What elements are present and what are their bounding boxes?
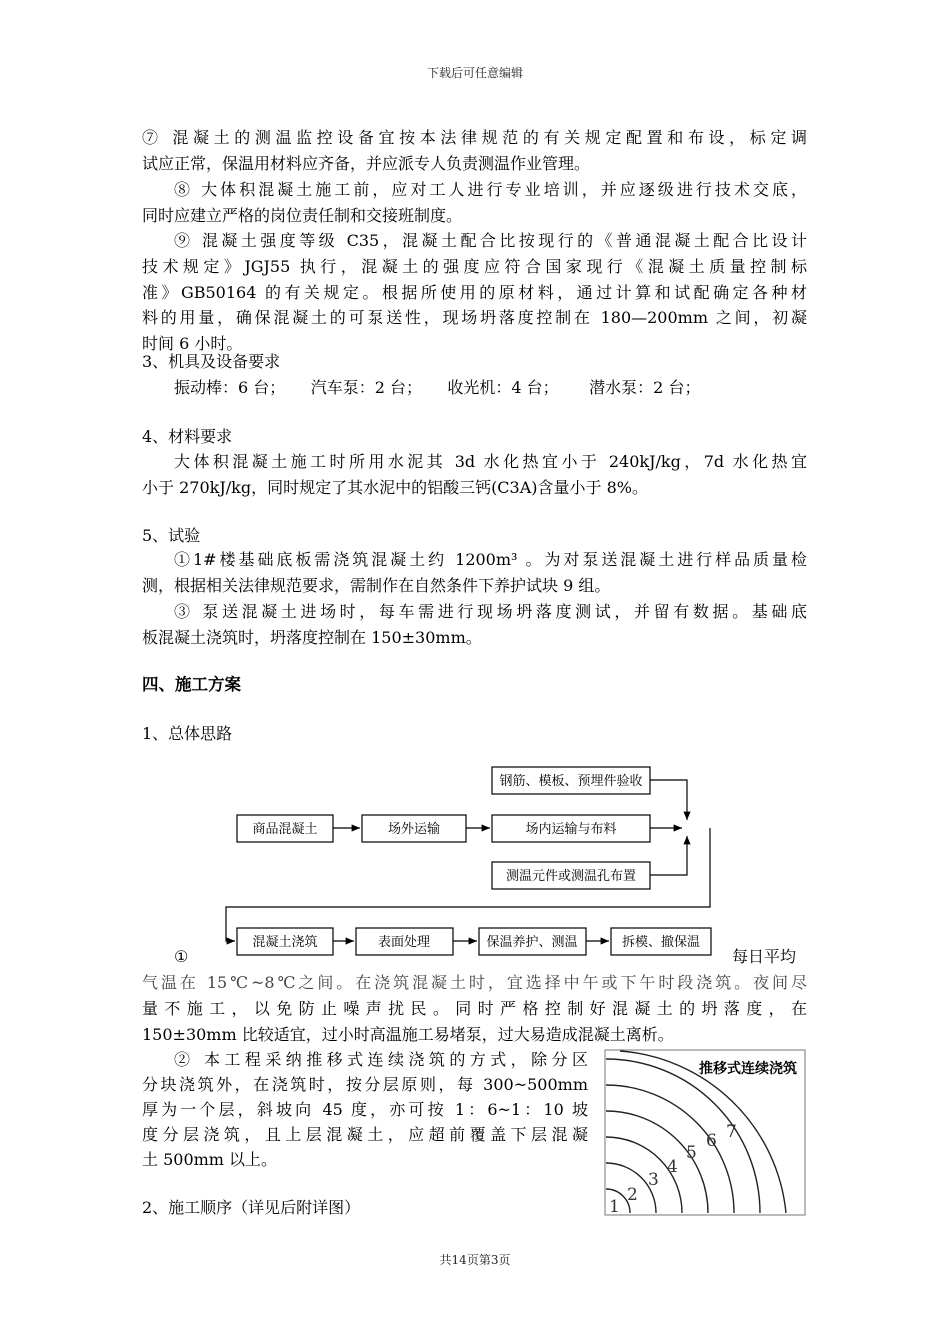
construction-flowchart <box>200 760 750 960</box>
para-8-line2: 同时应建立严格的岗位责任制和交接班制度。 <box>142 206 463 225</box>
figure-title: 推移式连续浇筑 <box>699 1061 797 1077</box>
test-line1: ①1#楼基础底板需浇筑混凝土约 1200m³ 。为对泵送混凝土进行样品质量检 <box>174 550 807 569</box>
subsection-2-title: 2、施工顺序（详见后附详图） <box>142 1198 361 1217</box>
option-1-line3: 量不施工，以免防止噪声扰民。同时严格控制好混凝土的坍落度，在 <box>142 999 807 1018</box>
layer-7-label: 7 <box>726 1122 737 1142</box>
flow-label-inspect: 钢筋、模板、预埋件验收 <box>499 774 643 789</box>
test-line4: 板混凝土浇筑时，坍落度控制在 150±30mm。 <box>142 628 482 647</box>
layer-2-label: 2 <box>627 1185 638 1205</box>
para-7-line2: 试应正常，保温用材料应齐备，并应派专人负责测温作业管理。 <box>142 154 591 173</box>
page-footer: 共14页第3页 <box>439 1253 511 1267</box>
section-4-title: 4、材料要求 <box>142 427 233 446</box>
section-5-title: 5、试验 <box>142 526 201 545</box>
option-1-line2: 气温在 15℃~8℃之间。在浇筑混凝土时，宜选择中午或下午时段浇筑。夜间尽 <box>142 973 807 992</box>
subsection-1-title: 1、总体思路 <box>142 724 233 743</box>
para-7-line1: ⑦ 混凝土的测温监控设备宜按本法律规范的有关规定配置和布设，标定调 <box>142 128 807 147</box>
equipment-list: 振动棒：6 台； 汽车泵：2 台； 收光机：4 台； 潜水泵：2 台； <box>174 378 701 397</box>
option-1-line4: 150±30mm 比较适宜，过小时高温施工易堵泵，过大易造成混凝土离析。 <box>142 1025 674 1044</box>
page-header: 下载后可任意编辑 <box>426 66 523 80</box>
layer-4-label: 4 <box>667 1157 678 1177</box>
para-9-line3: 准》GB50164 的有关规定。根据所使用的原材料，通过计算和试配确定各种材 <box>142 283 807 302</box>
layer-6-label: 6 <box>706 1131 717 1151</box>
material-line2: 小于 270kJ/kg，同时规定了其水泥中的铝酸三钙(C3A)含量小于 8%。 <box>142 478 648 497</box>
para-8-line1: ⑧ 大体积混凝土施工前，应对工人进行专业培训，并应逐级进行技术交底， <box>174 180 807 199</box>
material-line1: 大体积混凝土施工时所用水泥其 3d 水化热宜小于 240kJ/kg，7d 水化热宜 <box>174 452 807 471</box>
option-1-start: ① <box>174 947 189 966</box>
pouring-layers-figure <box>600 1045 810 1220</box>
flow-label-internal: 场内运输与布料 <box>525 822 617 837</box>
test-line3: ③ 泵送混凝土进场时，每车需进行现场坍落度测试，并留有数据。基础底 <box>174 602 807 621</box>
flow-label-commercial: 商品混凝土 <box>252 822 318 837</box>
layer-1-label: 1 <box>609 1197 620 1217</box>
para-9-line1: ⑨ 混凝土强度等级 C35，混凝土配合比按现行的《普通混凝土配合比设计 <box>174 231 807 250</box>
flow-label-remove: 拆模、撤保温 <box>621 935 701 950</box>
flow-label-surface: 表面处理 <box>377 935 431 950</box>
flow-label-sensor: 测温元件或测温孔布置 <box>505 869 637 884</box>
flow-label-external: 场外运输 <box>387 822 441 837</box>
flow-label-pour: 混凝土浇筑 <box>252 935 318 950</box>
option-2-line2: 分块浇筑外，在浇筑时，按分层原则，每 300~500mm <box>142 1075 588 1094</box>
option-2-line1: ② 本工程采纳推移式连续浇筑的方式，除分区 <box>174 1050 588 1069</box>
option-2-line5: 土 500mm 以上。 <box>142 1150 278 1169</box>
section-3-title: 3、机具及设备要求 <box>142 352 281 371</box>
flow-label-cure: 保温养护、测温 <box>486 935 578 950</box>
chapter-4-title: 四、施工方案 <box>142 675 241 694</box>
para-9-line2: 技术规定》JGJ55 执行，混凝土的强度应符合国家现行《混凝土质量控制标 <box>142 257 807 276</box>
option-2-line3: 厚为一个层，斜坡向 45 度，亦可按 1：6~1：10 坡 <box>142 1100 588 1119</box>
para-9-line4: 料的用量，确保混凝土的可泵送性，现场坍落度控制在 180—200mm 之间，初凝 <box>142 308 807 327</box>
option-2-line4: 度分层浇筑，且上层混凝土，应超前覆盖下层混凝 <box>142 1125 588 1144</box>
option-1-end: 每日平均 <box>732 947 797 966</box>
layer-3-label: 3 <box>648 1170 659 1190</box>
para-9-line5: 时间 6 小时。 <box>142 334 243 353</box>
test-line2: 测，根据相关法律规范要求，需制作在自然条件下养护试块 9 组。 <box>142 576 611 595</box>
layer-5-label: 5 <box>686 1143 697 1163</box>
